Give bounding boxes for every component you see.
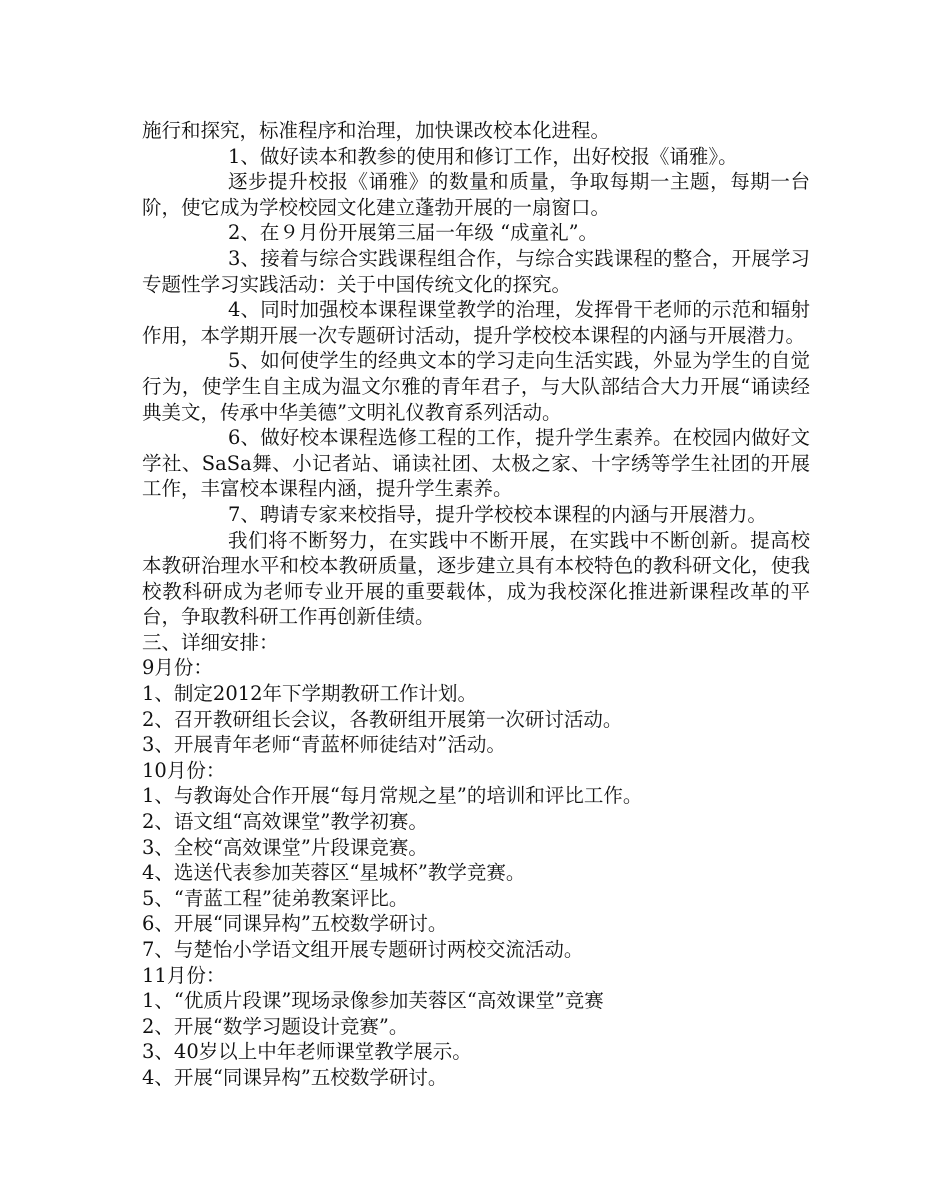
list-item: 7、与楚怡小学语文组开展专题研讨两校交流活动。 <box>142 938 584 961</box>
paragraph-school-newspaper: 逐步提升校报《诵雅》的数量和质量，争取每期一主题，每期一台阶，使它成为学校校园文化建立蓬勃开展的一扇窗口。 <box>142 170 810 219</box>
month-heading-october: 10月份： <box>142 758 226 782</box>
paragraph-summary: 我们将不断努力，在实践中不断开展，在实践中不断创新。提高校本教研治理水平和校本教研质量，逐步建立具有本校特色的教科研文化，使我校教科研成为老师专业开展的重要载体，成为我校深化推进新课程改革的平台，争取教科研工作再创新佳绩。 <box>142 528 810 629</box>
month-heading-november: 11月份： <box>142 963 226 987</box>
list-item: 1、与教诲处合作开展“每月常规之星”的培训和评比工作。 <box>142 784 643 808</box>
list-item: 3、40岁以上中年老师课堂教学展示。 <box>142 1040 472 1064</box>
paragraph-item-2: 2、在９月份开展第三届一年级 “成童礼”。 <box>228 221 599 245</box>
list-item: 6、开展“同课异构”五校数学研讨。 <box>142 912 448 936</box>
document-body <box>142 118 810 1091</box>
paragraph-item-3: 3、接着与综合实践课程组合作，与综合实践课程的整合，开展学习专题性学习实践活动：关于中国传统文化的探究。 <box>142 246 810 296</box>
list-item: 2、开展“数学习题设计竞赛”。 <box>142 1014 409 1038</box>
paragraph-item-4: 4、同时加强校本课程课堂教学的治理，发挥骨干老师的示范和辐射作用，本学期开展一次专题研讨活动，提升学校校本课程的内涵与开展潜力。 <box>142 298 810 347</box>
list-item: 4、选送代表参加芙蓉区“星城杯”教学竞赛。 <box>142 861 526 885</box>
list-item: 2、语文组“高效课堂”教学初赛。 <box>142 810 428 834</box>
list-item: 1、“优质片段课”现场录像参加芙蓉区“高效课堂”竞赛 <box>142 989 604 1013</box>
list-item: 2、召开教研组长会议，各教研组开展第一次研讨活动。 <box>142 707 623 731</box>
section-heading: 三、详细安排： <box>142 630 279 654</box>
month-heading-september: 9月份： <box>142 656 213 680</box>
list-item: 3、开展青年老师“青蓝杯师徒结对”活动。 <box>142 733 506 757</box>
paragraph-item-6: 6、做好校本课程选修工程的工作，提升学生素养。在校园内做好文学社、SaSa舞、小记者站、诵读社团、太极之家、十字绣等学生社团的开展工作，丰富校本课程内涵，提升学生素养。 <box>142 426 810 501</box>
paragraph-item-5: 5、如何使学生的经典文本的学习走向生活实践，外显为学生的自觉行为，使学生自主成为温文尔雅的青年君子，与大队部结合大力开展“诵读经典美文，传承中华美德”文明礼仪教育系列活动。 <box>142 349 810 424</box>
paragraph-continuation: 施行和探究，标准程序和治理，加快课改校本化进程。 <box>142 119 611 142</box>
list-item: 1、制定2012年下学期教研工作计划。 <box>142 682 478 706</box>
paragraph-item-1: 1、做好读本和教参的使用和修订工作，出好校报《诵雅》。 <box>228 144 738 168</box>
paragraph-item-7: 7、聘请专家来校指导，提升学校校本课程的内涵与开展潜力。 <box>228 502 767 526</box>
list-item: 5、“青蓝工程”徒弟教案评比。 <box>142 886 409 910</box>
list-item: 4、开展“同课异构”五校数学研讨。 <box>142 1065 448 1089</box>
list-item: 3、全校“高效课堂”片段课竞赛。 <box>142 835 428 859</box>
